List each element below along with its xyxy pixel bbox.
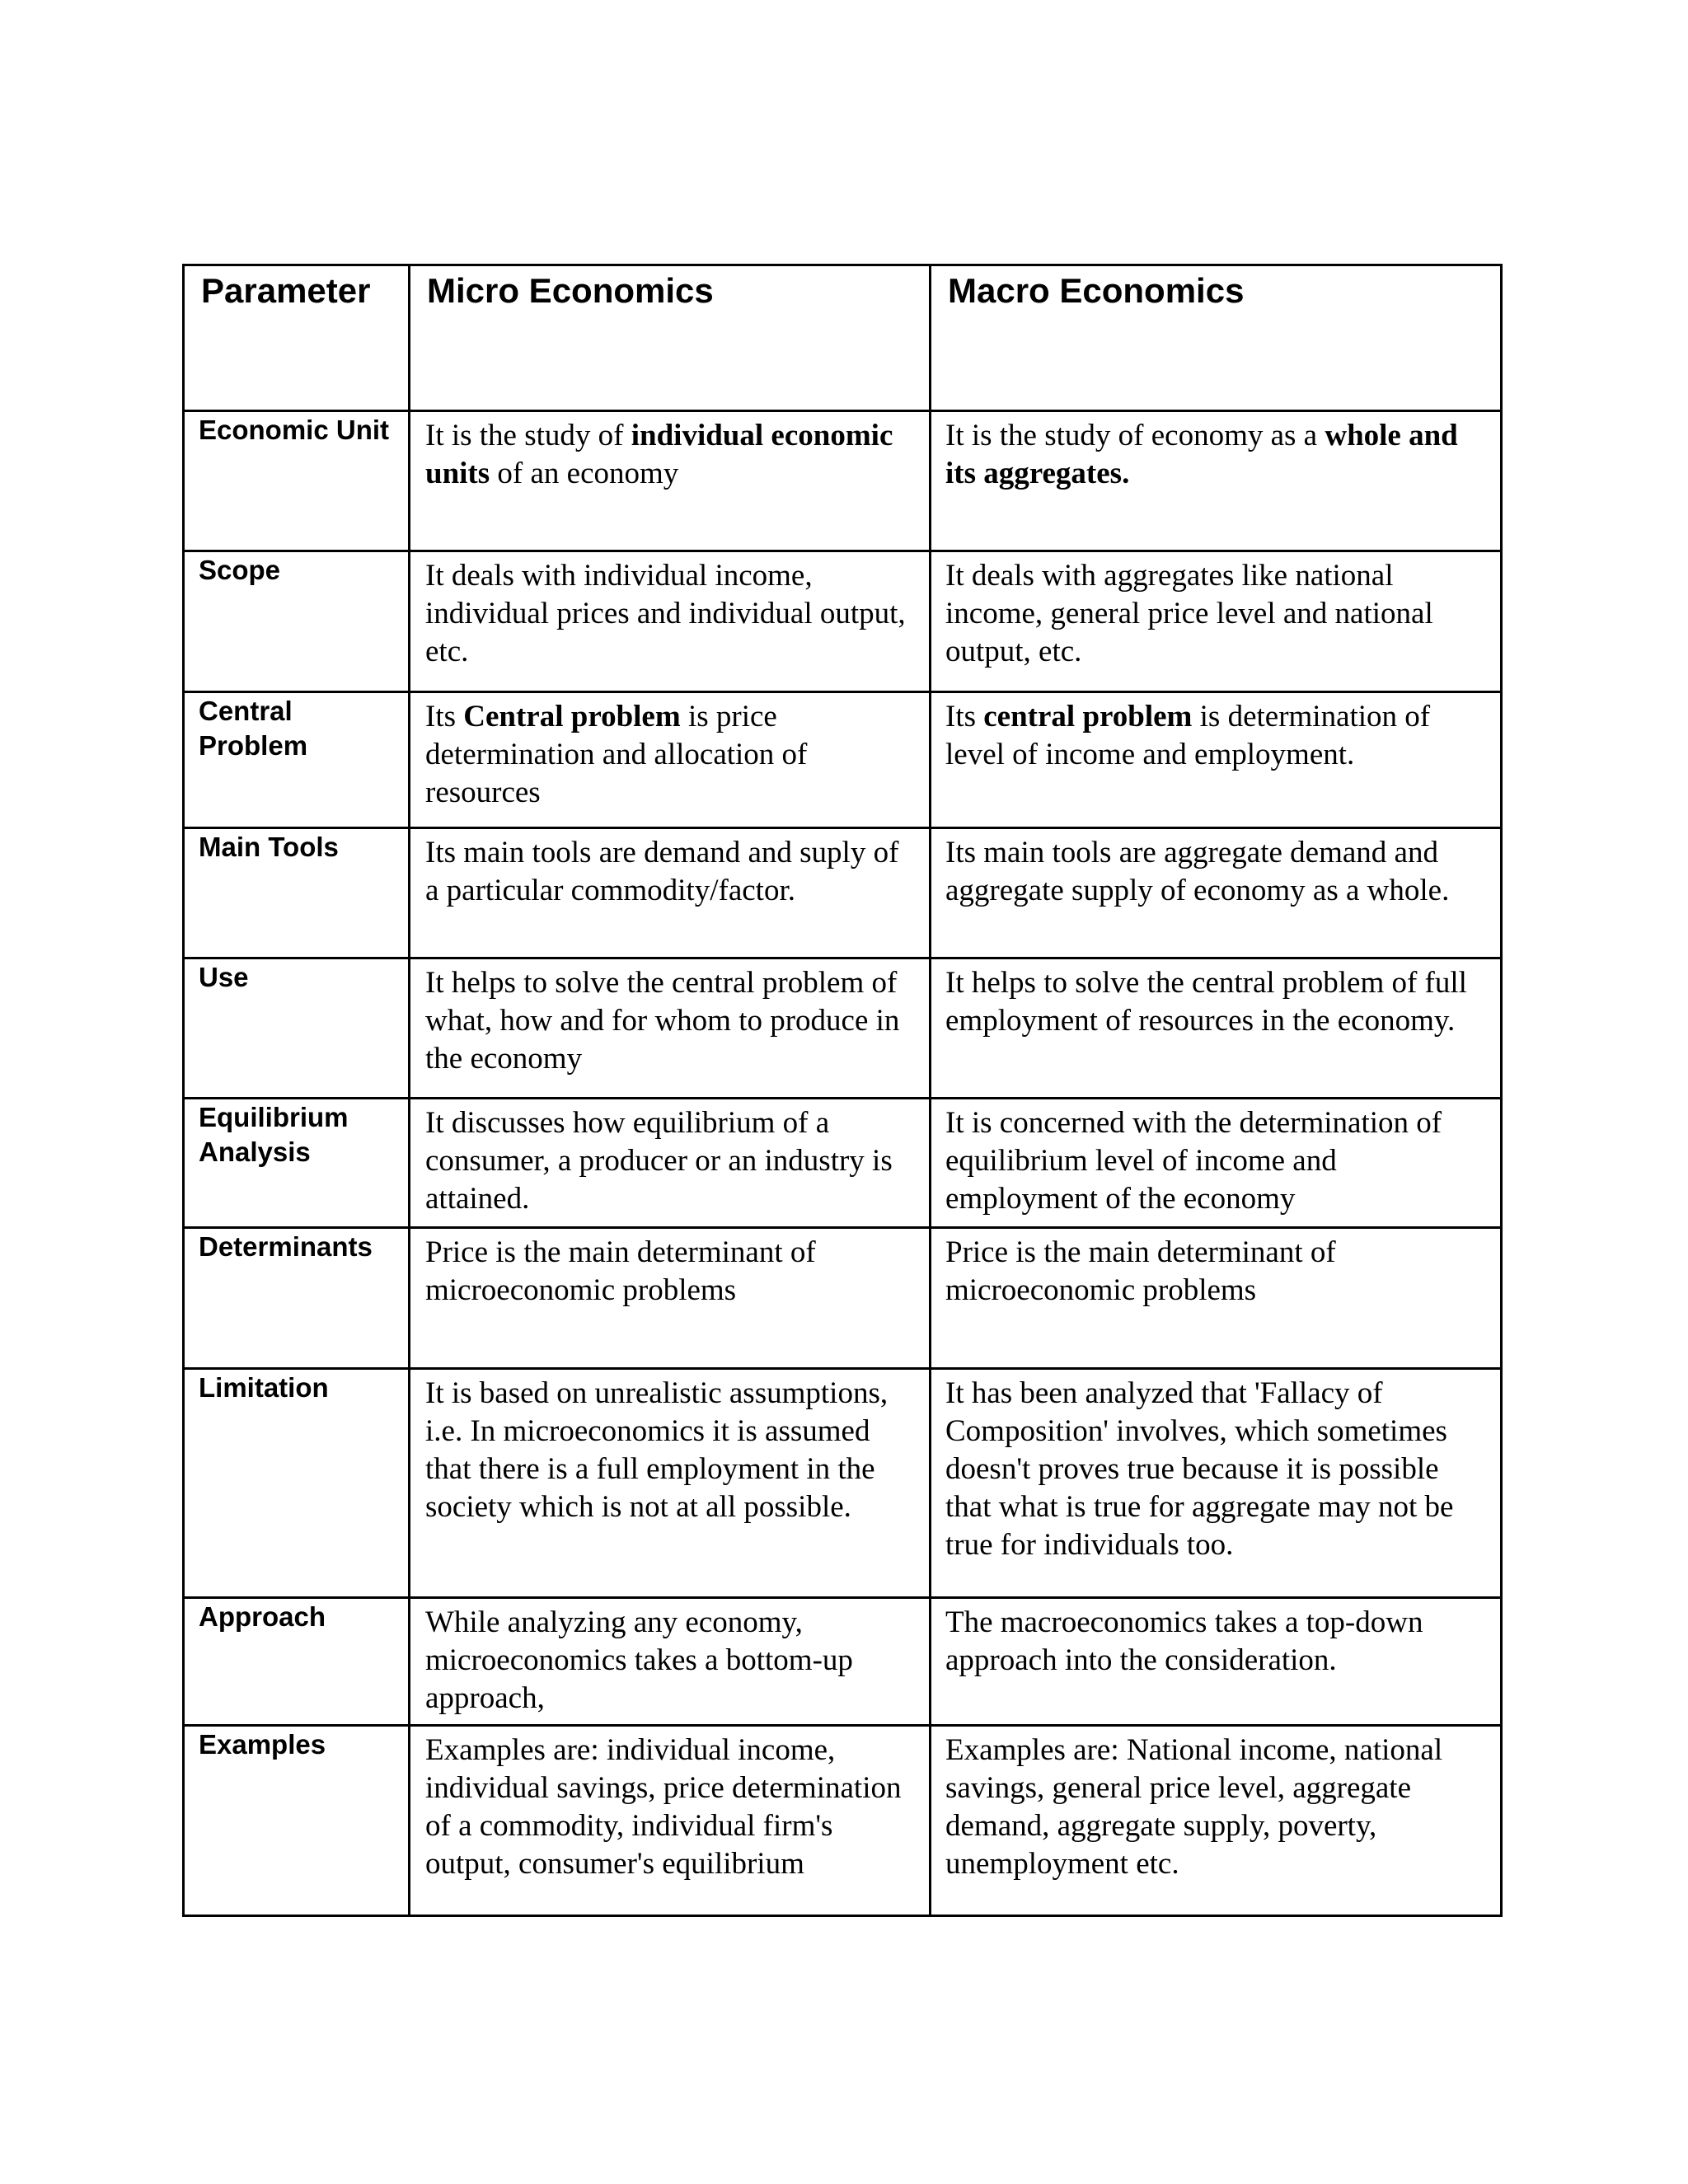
macro-economics-cell bbox=[931, 1726, 1502, 1916]
text-segment: It is the study of bbox=[425, 419, 631, 452]
parameter-cell: Examples bbox=[184, 1726, 410, 1916]
macro-economics-cell bbox=[931, 551, 1502, 692]
parameter-cell: Limitation bbox=[184, 1369, 410, 1598]
text-segment: It helps to solve the central problem of full employment of resources in the economy. bbox=[945, 966, 1467, 1038]
table-row bbox=[184, 828, 1502, 958]
text-segment: It helps to solve the central problem of what, how and for whom to produce in the economy bbox=[425, 966, 900, 1076]
text-segment: It is concerned with the determination of equilibrium level of income and employment of the economy bbox=[945, 1106, 1442, 1216]
micro-economics-cell bbox=[410, 1099, 931, 1228]
text-segment: It is based on unrealistic assumptions, i.e. In microeconomics it is assumed that there is a full employment in the society which is not at all possible. bbox=[425, 1376, 889, 1524]
text-segment: Its bbox=[425, 700, 464, 733]
table-row bbox=[184, 958, 1502, 1099]
parameter-cell: Use bbox=[184, 958, 410, 1099]
text-segment: It deals with individual income, individual prices and individual output, etc. bbox=[425, 559, 906, 668]
table-row bbox=[184, 411, 1502, 551]
micro-economics-cell bbox=[410, 958, 931, 1099]
comparison-table bbox=[182, 264, 1503, 1917]
text-segment: is determination of level of income and employment. bbox=[945, 700, 1431, 771]
bold-text-segment: Central problem bbox=[463, 700, 681, 733]
text-segment: Its bbox=[945, 700, 984, 733]
text-segment: It is the study of economy as a bbox=[945, 419, 1325, 452]
table-row bbox=[184, 1598, 1502, 1726]
table-row bbox=[184, 1369, 1502, 1598]
header-parameter: Parameter bbox=[184, 265, 410, 411]
micro-economics-cell bbox=[410, 411, 931, 551]
macro-economics-cell bbox=[931, 1228, 1502, 1369]
table-row bbox=[184, 1228, 1502, 1369]
macro-economics-cell bbox=[931, 411, 1502, 551]
text-segment: It deals with aggregates like national income, general price level and national output, etc. bbox=[945, 559, 1433, 668]
table-row bbox=[184, 551, 1502, 692]
parameter-cell: Approach bbox=[184, 1598, 410, 1726]
text-segment: Price is the main determinant of microeconomic problems bbox=[425, 1235, 816, 1307]
parameter-cell: Scope bbox=[184, 551, 410, 692]
table-row bbox=[184, 1726, 1502, 1916]
parameter-cell: Determinants bbox=[184, 1228, 410, 1369]
text-segment: It discusses how equilibrium of a consumer, a producer or an industry is attained. bbox=[425, 1106, 893, 1216]
micro-economics-cell bbox=[410, 692, 931, 828]
table-row bbox=[184, 692, 1502, 828]
micro-economics-cell bbox=[410, 1228, 931, 1369]
text-segment: Its main tools are demand and suply of a particular commodity/factor. bbox=[425, 836, 899, 907]
macro-economics-cell bbox=[931, 828, 1502, 958]
parameter-cell: Equilibrium Analysis bbox=[184, 1099, 410, 1228]
header-row bbox=[184, 265, 1502, 411]
parameter-cell: Economic Unit bbox=[184, 411, 410, 551]
text-segment: Price is the main determinant of microeconomic problems bbox=[945, 1235, 1336, 1307]
text-segment: is price determination and allocation of resources bbox=[425, 700, 808, 809]
micro-economics-cell bbox=[410, 1726, 931, 1916]
text-segment: Its main tools are aggregate demand and aggregate supply of economy as a whole. bbox=[945, 836, 1450, 907]
parameter-cell: Main Tools bbox=[184, 828, 410, 958]
header-macro-economics: Macro Economics bbox=[931, 265, 1502, 411]
micro-economics-cell bbox=[410, 1598, 931, 1726]
bold-text-segment: central problem bbox=[983, 700, 1193, 733]
header-micro-economics: Micro Economics bbox=[410, 265, 931, 411]
text-segment: Examples are: National income, national savings, general price level, aggregate demand, aggregate supply, poverty, unemployment etc. bbox=[945, 1733, 1443, 1881]
micro-economics-cell bbox=[410, 1369, 931, 1598]
text-segment: Examples are: individual income, individual savings, price determination of a commodity, individual firm's output, consumer's equilibrium bbox=[425, 1733, 902, 1881]
text-segment: While analyzing any economy, microeconomics takes a bottom-up approach, bbox=[425, 1605, 853, 1715]
text-segment: of an economy bbox=[490, 457, 679, 490]
text-segment: It has been analyzed that 'Fallacy of Composition' involves, which sometimes doesn't proves true because it is possible that what is true for aggregate may not be true for individuals too. bbox=[945, 1376, 1454, 1562]
macro-economics-cell bbox=[931, 1369, 1502, 1598]
parameter-cell: Central Problem bbox=[184, 692, 410, 828]
text-segment: The macroeconomics takes a top-down approach into the consideration. bbox=[945, 1605, 1423, 1677]
macro-economics-cell bbox=[931, 958, 1502, 1099]
macro-economics-cell bbox=[931, 692, 1502, 828]
bold-text-segment: individual economic units bbox=[425, 419, 893, 490]
bold-text-segment: whole and its aggregates. bbox=[945, 419, 1458, 490]
table-row bbox=[184, 1099, 1502, 1228]
macro-economics-cell bbox=[931, 1598, 1502, 1726]
micro-economics-cell bbox=[410, 551, 931, 692]
micro-economics-cell bbox=[410, 828, 931, 958]
macro-economics-cell bbox=[931, 1099, 1502, 1228]
